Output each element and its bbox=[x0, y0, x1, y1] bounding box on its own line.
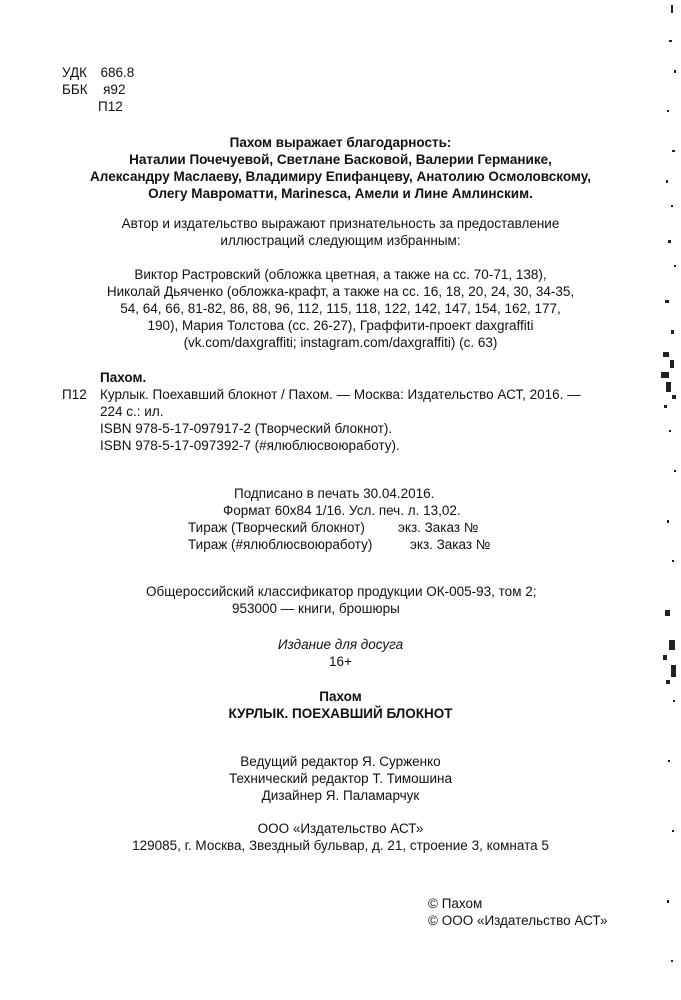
classification-block bbox=[62, 64, 202, 115]
editor-line: Дизайнер Я. Паламарчук bbox=[261, 788, 420, 803]
illustrators-line: 54, 64, 66, 81-82, 86, 88, 96, 112, 115, 118, 122, 142, 147, 154, 162, 177, bbox=[120, 301, 561, 316]
edition-type: Издание для досуга bbox=[277, 637, 404, 652]
biblio-title-line: Курлык. Поехавший блокнот / Пахом. — Москва: Издательство АСТ, 2016. — bbox=[100, 387, 581, 402]
print-run-1 bbox=[188, 519, 508, 536]
editor-line: Технический редактор Т. Тимошина bbox=[228, 771, 452, 786]
editors-block bbox=[0, 753, 681, 804]
publisher-name: ООО «Издательство АСТ» bbox=[257, 821, 424, 836]
title-block bbox=[0, 688, 681, 722]
udk-label: УДК bbox=[62, 65, 87, 80]
print-run-2 bbox=[188, 536, 508, 553]
biblio-isbn: ISBN 978-5-17-097392-7 (#ялюблюсвоюработу). bbox=[100, 438, 400, 453]
book-title: КУРЛЫК. ПОЕХАВШИЙ БЛОКНОТ bbox=[228, 706, 453, 721]
print-format: Формат 60x84 1/16. Усл. печ. л. 13,02. bbox=[223, 503, 461, 518]
udk-value: 686.8 bbox=[100, 65, 135, 80]
product-classifier bbox=[146, 583, 566, 617]
print-run-2-label: Тираж (#ялюблюсвоюработу) bbox=[188, 537, 373, 552]
print-signed: Подписано в печать 30.04.2016. bbox=[234, 486, 435, 501]
author-mark: П12 bbox=[98, 99, 123, 114]
illustrators-block bbox=[0, 266, 681, 351]
thanks-line: Наталии Почечуевой, Светлане Басковой, Валерии Германике, bbox=[129, 152, 552, 167]
biblio-author: Пахом. bbox=[100, 370, 147, 385]
illustrators-line: (vk.com/daxgraffiti; instagram.com/daxgraffiti) (с. 63) bbox=[183, 335, 498, 350]
title-author: Пахом bbox=[319, 689, 362, 704]
copyright-block bbox=[428, 895, 648, 929]
print-run-1-order: экз. Заказ № bbox=[398, 520, 479, 535]
publisher-address: 129085, г. Москва, Звездный бульвар, д. 21, строение 3, комната 5 bbox=[132, 838, 549, 853]
gratitude-line: иллюстраций следующим избранным: bbox=[220, 233, 461, 248]
classifier-line: 953000 — книги, брошюры bbox=[232, 601, 400, 616]
edition-block bbox=[0, 636, 681, 670]
print-info bbox=[188, 485, 508, 553]
thanks-line: Александру Маслаеву, Владимиру Епифанцеву, Анатолию Осмоловскому, bbox=[90, 169, 591, 184]
gratitude-block bbox=[0, 215, 681, 249]
editor-line: Ведущий редактор Я. Сурженко bbox=[240, 754, 441, 769]
bbk-label: ББК bbox=[62, 82, 88, 97]
copyright-line: © ООО «Издательство АСТ» bbox=[428, 913, 608, 928]
copyright-line: © Пахом bbox=[428, 896, 483, 911]
classifier-line: Общероссийский классификатор продукции ОК-005-93, том 2; bbox=[146, 584, 537, 599]
thanks-block bbox=[0, 134, 681, 202]
publisher-block bbox=[0, 820, 681, 854]
print-run-1-label: Тираж (Творческий блокнот) bbox=[188, 520, 365, 535]
illustrators-line: 190), Мария Толстова (сс. 26-27), Граффити-проект daxgraffiti bbox=[147, 318, 534, 333]
gratitude-line: Автор и издательство выражают признательность за предоставление bbox=[121, 216, 560, 231]
biblio-isbn: ISBN 978-5-17-097917-2 (Творческий блокнот). bbox=[100, 421, 393, 436]
thanks-line: Олегу Мавроматти, Marinesca, Амели и Лине Амлинским. bbox=[148, 186, 533, 201]
biblio-main-line bbox=[62, 386, 642, 403]
biblio-record bbox=[62, 369, 642, 454]
biblio-mark: П12 bbox=[62, 387, 87, 402]
age-rating: 16+ bbox=[329, 654, 352, 669]
bbk-value: я92 bbox=[103, 82, 126, 97]
illustrators-line: Николай Дьяченко (обложка-крафт, а также на сс. 16, 18, 20, 24, 30, 34-35, bbox=[106, 284, 575, 299]
biblio-pages: 224 с.: ил. bbox=[100, 404, 164, 419]
bbk-line bbox=[62, 81, 202, 98]
thanks-heading: Пахом выражает благодарность: bbox=[229, 135, 452, 150]
print-run-2-order: экз. Заказ № bbox=[410, 537, 491, 552]
udk-line bbox=[62, 64, 202, 81]
illustrators-line: Виктор Растровский (обложка цветная, а также на сс. 70-71, 138), bbox=[134, 267, 547, 282]
